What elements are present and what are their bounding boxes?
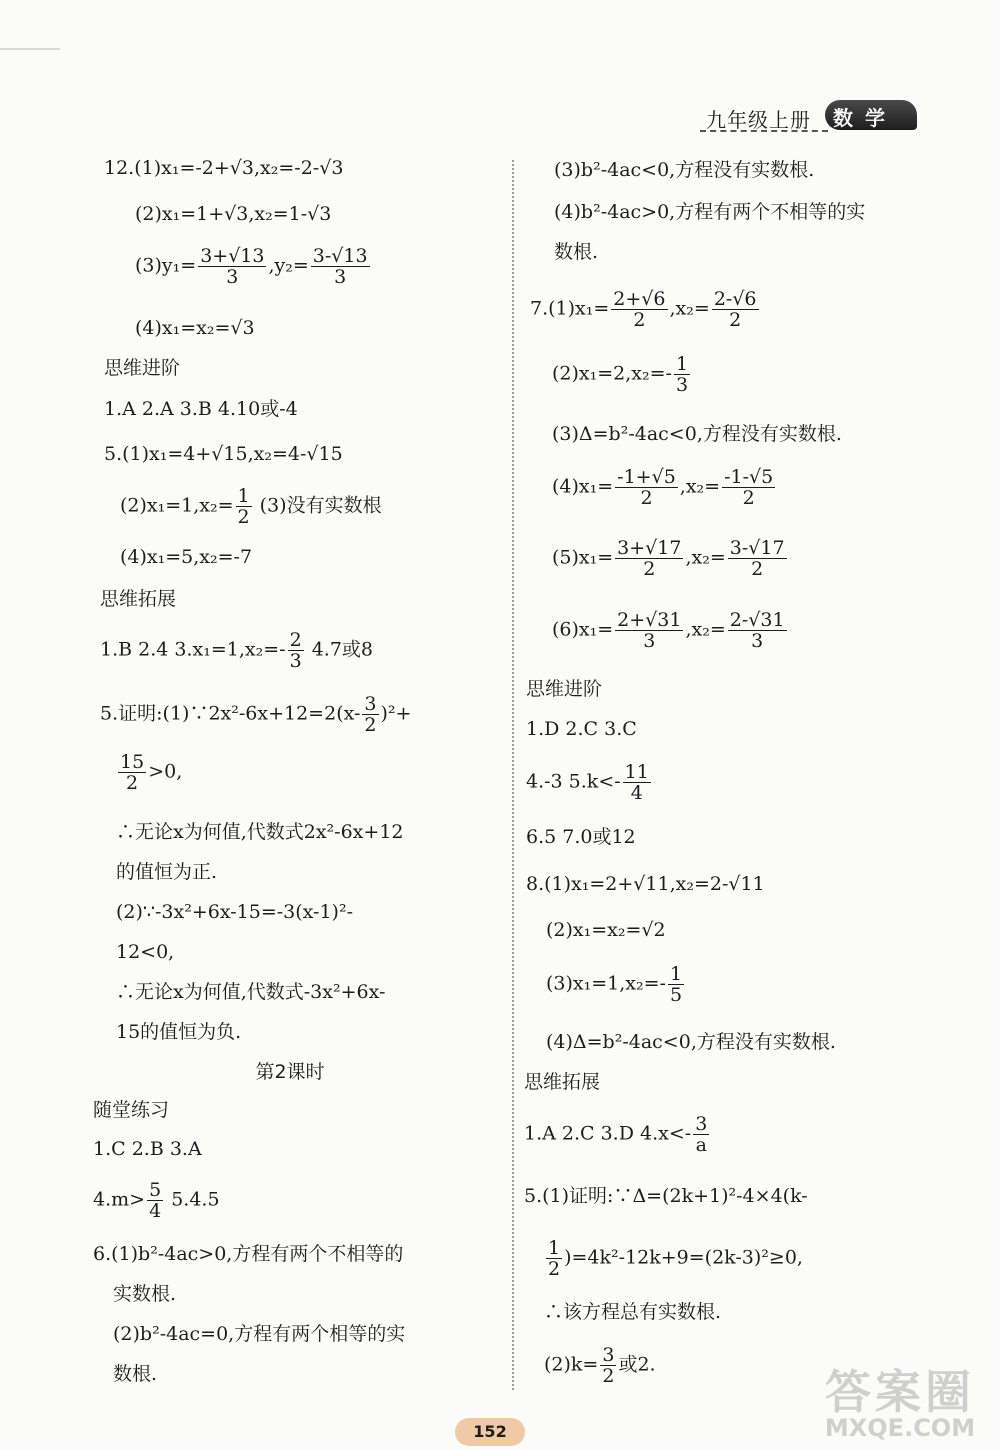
- fraction-line: [552, 467, 777, 508]
- fraction: [147, 1180, 163, 1221]
- section-heading: 随堂练习: [93, 1099, 170, 1121]
- numerator: 15: [120, 751, 145, 773]
- answer-line: 5.(1)证明:∵Δ=(2k+1)²-4×4(k-: [524, 1185, 808, 1207]
- text-part: ,x₂=: [679, 475, 721, 498]
- fraction-line: [524, 1114, 711, 1155]
- fraction: [611, 289, 667, 330]
- section-heading: 思维拓展: [100, 588, 177, 610]
- answer-line: ∴该方程总有实数根.: [544, 1301, 722, 1323]
- answer-line: 8.(1)x₁=2+√11,x₂=2-√11: [526, 873, 765, 895]
- text-part: (3)x₁=1,x₂=-: [546, 972, 666, 995]
- denominator: 2: [126, 772, 139, 794]
- section-heading: 思维进阶: [526, 678, 603, 700]
- denominator: 2: [237, 506, 250, 528]
- fraction: [728, 538, 787, 579]
- answer-line: (4)b²-4ac>0,方程有两个不相等的实: [554, 201, 866, 223]
- answer-line: (2)∵-3x²+6x-15=-3(x-1)²-: [116, 901, 354, 923]
- watermark: [810, 1365, 990, 1442]
- fraction-line: [116, 752, 182, 793]
- numerator: 1: [548, 1237, 561, 1259]
- fraction: [615, 538, 683, 579]
- fraction-line: [530, 289, 761, 330]
- fraction-line: [526, 762, 653, 803]
- denominator: 2: [548, 1258, 561, 1280]
- answer-line: 1.A 2.A 3.B 4.10或-4: [104, 398, 298, 420]
- denominator: 2: [643, 558, 656, 580]
- text-part: ,x₂=: [669, 297, 710, 320]
- numerator: 1: [669, 963, 683, 985]
- text-part: (2)x₁=2,x₂=-: [552, 362, 672, 385]
- column-divider: [512, 160, 514, 1390]
- fraction-line: [544, 1238, 803, 1279]
- answer-line: 1.D 2.C 3.C: [526, 718, 637, 740]
- answer-line: (2)b²-4ac=0,方程有两个相等的实: [113, 1323, 406, 1345]
- answer-line: 6.(1)b²-4ac>0,方程有两个不相等的: [93, 1243, 404, 1265]
- text-part: ,x₂=: [685, 546, 726, 569]
- fraction: [198, 246, 266, 287]
- fraction: [546, 1238, 562, 1279]
- fraction: [615, 610, 683, 651]
- text-part: )²+: [380, 702, 412, 725]
- numerator: 3: [364, 693, 377, 715]
- numerator: 3: [602, 1344, 615, 1366]
- fraction: [615, 467, 678, 508]
- numerator: 3+√17: [617, 537, 682, 559]
- answer-line: 实数根.: [113, 1283, 177, 1305]
- scan-edge: [0, 48, 60, 50]
- answer-line: 12.(1)x₁=-2+√3,x₂=-2-√3: [104, 157, 344, 179]
- answer-line: ∴无论x为何值,代数式2x²-6x+12: [116, 821, 404, 843]
- text-part: ,x₂=: [685, 618, 726, 641]
- text-part: (3)没有实数根: [253, 494, 382, 517]
- fraction-line: [120, 486, 382, 527]
- answer-line: ∴无论x为何值,代数式-3x²+6x-: [116, 981, 386, 1003]
- denominator: 3: [289, 650, 302, 672]
- answer-line: 数根.: [113, 1363, 158, 1385]
- denominator: 2: [633, 309, 646, 331]
- fraction: [362, 694, 378, 735]
- fraction: [311, 246, 370, 287]
- text-part: )=4k²-12k+9=(2k-3)²≥0,: [564, 1246, 803, 1269]
- denominator: 2: [602, 1365, 615, 1387]
- numerator: 3+√13: [200, 245, 265, 267]
- grade-label: 九年级上册: [706, 108, 811, 132]
- numerator: -1+√5: [617, 466, 676, 488]
- denominator: a: [695, 1134, 707, 1156]
- fraction: [722, 467, 775, 508]
- denominator: 3: [226, 266, 239, 288]
- text-part: 1.B 2.4 3.x₁=1,x₂=-: [100, 638, 286, 661]
- text-part: 1.A 2.C 3.D 4.x<-: [524, 1122, 692, 1145]
- header-dash: [700, 130, 828, 132]
- fraction: [668, 964, 684, 1005]
- fraction: [728, 610, 787, 651]
- text-part: 7.(1)x₁=: [530, 297, 610, 320]
- page-header: [700, 100, 920, 136]
- denominator: 4: [149, 1200, 162, 1222]
- answer-line: 6.5 7.0或12: [526, 826, 636, 848]
- text-part: (5)x₁=: [552, 546, 614, 569]
- answer-line: 15的值恒为负.: [116, 1021, 242, 1043]
- fraction-line: [552, 610, 789, 651]
- numerator: 1: [237, 485, 250, 507]
- lesson-heading: 第2课时: [255, 1061, 325, 1083]
- watermark-url: MXQE.COM: [824, 1414, 976, 1442]
- fraction-line: [546, 964, 686, 1005]
- answer-line: 的值恒为正.: [116, 861, 218, 883]
- answer-line: 1.C 2.B 3.A: [93, 1138, 202, 1160]
- answer-line: (4)x₁=x₂=√3: [135, 317, 255, 339]
- fraction-line: [100, 694, 411, 735]
- fraction: [118, 752, 146, 793]
- fraction: [693, 1114, 709, 1155]
- text-part: 5.证明:(1)∵2x²-6x+12=2(x-: [100, 702, 361, 725]
- text-part: 或2.: [618, 1353, 656, 1376]
- text-part: >0,: [148, 760, 183, 783]
- subject-label: 数学: [833, 106, 897, 130]
- fraction: [236, 486, 252, 527]
- fraction-line: [552, 354, 692, 395]
- numerator: 2+√31: [617, 609, 682, 631]
- answer-line: (2)x₁=x₂=√2: [546, 919, 666, 941]
- denominator: 4: [630, 782, 643, 804]
- text-part: (4)x₁=: [552, 475, 614, 498]
- fraction: [600, 1345, 616, 1386]
- denominator: 5: [669, 984, 683, 1006]
- text-part: (3)y₁=: [135, 254, 197, 277]
- text-part: ,y₂=: [268, 254, 309, 277]
- answer-line: (4)Δ=b²-4ac<0,方程没有实数根.: [546, 1031, 836, 1053]
- answer-line: (2)x₁=1+√3,x₂=1-√3: [135, 203, 332, 225]
- denominator: 2: [729, 309, 742, 331]
- denominator: 3: [334, 266, 347, 288]
- section-heading: 思维拓展: [524, 1071, 601, 1093]
- fraction: [674, 354, 690, 395]
- text-part: 4.7或8: [305, 638, 374, 661]
- fraction-line: [552, 538, 789, 579]
- numerator: 3-√13: [312, 245, 368, 267]
- numerator: 2-√6: [713, 288, 757, 310]
- denominator: 2: [751, 558, 764, 580]
- section-heading: 思维进阶: [104, 357, 181, 379]
- fraction-line: [100, 630, 373, 671]
- fraction: [712, 289, 759, 330]
- numerator: 2: [289, 629, 302, 651]
- text-part: (2)k=: [544, 1353, 599, 1376]
- denominator: 2: [640, 487, 653, 509]
- answer-line: 12<0,: [116, 941, 175, 963]
- text-part: 5.4.5: [165, 1188, 220, 1211]
- numerator: 3: [695, 1113, 708, 1135]
- answer-line: (3)b²-4ac<0,方程没有实数根.: [554, 159, 815, 181]
- text-part: 4.-3 5.k<-: [526, 770, 621, 793]
- answer-line: 数根.: [554, 241, 599, 263]
- denominator: 3: [675, 374, 689, 396]
- fraction-line: [93, 1180, 220, 1221]
- denominator: 3: [751, 630, 764, 652]
- numerator: 2+√6: [613, 288, 666, 310]
- numerator: -1-√5: [724, 466, 774, 488]
- answer-line: (3)Δ=b²-4ac<0,方程没有实数根.: [552, 423, 842, 445]
- page-number: 152: [455, 1418, 525, 1446]
- numerator: 3-√17: [729, 537, 785, 559]
- answer-line: 5.(1)x₁=4+√15,x₂=4-√15: [104, 443, 343, 465]
- numerator: 2-√31: [729, 609, 785, 631]
- denominator: 2: [742, 487, 755, 509]
- denominator: 3: [643, 630, 656, 652]
- numerator: 11: [624, 761, 649, 783]
- denominator: 2: [364, 714, 377, 736]
- text-part: (6)x₁=: [552, 618, 614, 641]
- fraction: [288, 630, 304, 671]
- fraction-line: [135, 246, 372, 287]
- numerator: 1: [675, 353, 689, 375]
- text-part: (2)x₁=1,x₂=: [120, 494, 234, 517]
- numerator: 5: [149, 1179, 162, 1201]
- watermark-logo: 答案圈: [825, 1365, 975, 1419]
- text-part: 4.m>: [93, 1188, 146, 1211]
- answer-line: (4)x₁=5,x₂=-7: [120, 546, 253, 568]
- fraction: [623, 762, 651, 803]
- fraction-line: [544, 1345, 656, 1386]
